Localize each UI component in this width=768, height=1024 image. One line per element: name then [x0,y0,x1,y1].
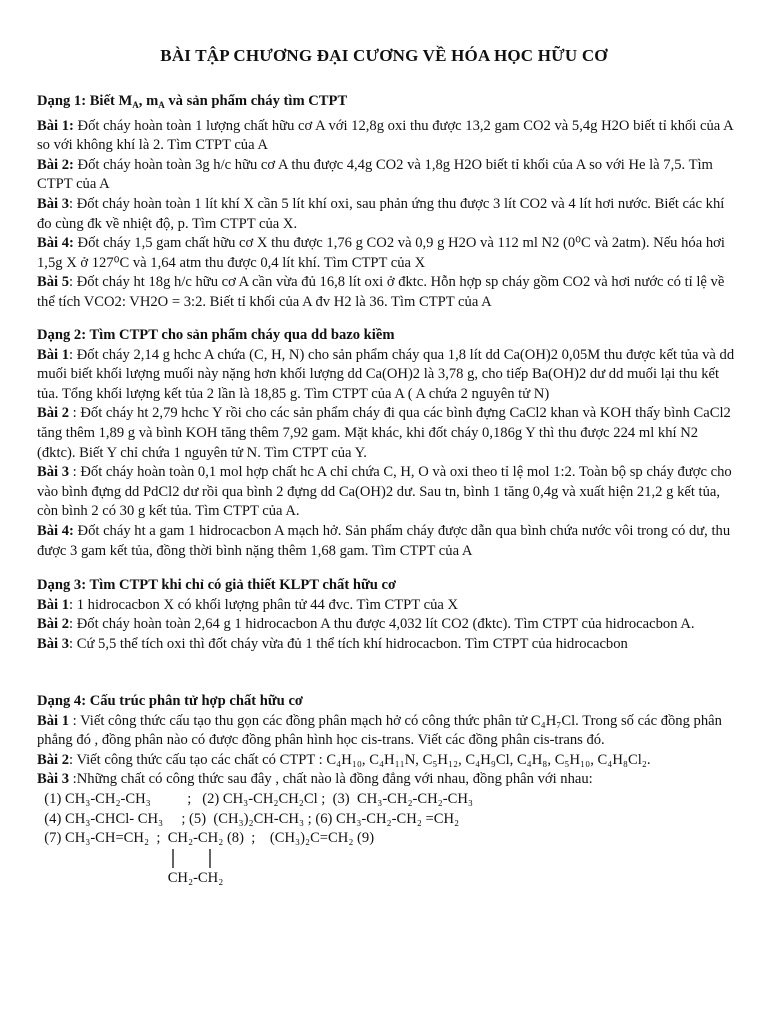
exercise-item: Bài 2: Viết công thức cấu tạo các chất có CTPT : C₄H₁₀, C₄H₁₁N, C₅H₁₂, C₄H₉Cl, C₄H₈, C₅H₁₀, C₄H₈Cl₂. [37,751,651,768]
exercise-item: Bài 2: Đốt cháy hoàn toàn 3g h/c hữu cơ A thu được 4,4g CO2 và 1,8g H2O biết tỉ khối của A so với He là 7,5. Tìm CTPT của A [37,156,713,193]
exercise-item: Bài 4: Đốt cháy ht a gam 1 hidrocacbon A mạch hở. Sản phẩm cháy được dẫn qua bình chứa nước vôi trong có dư, thu được 3 gam kết tủa, đồng thời bình nặng thêm 1,68 gam. Tìm CTPT của A [37,522,731,559]
exercise-item: Bài 3: Đốt cháy hoàn toàn 1 lít khí X cần 5 lít khí oxi, sau phản ứng thu được 3 lít CO2 và 4 lít hơi nước. Biết các khí đo cùng đk về nhiệt độ, p. Tìm CTPT của X. [37,195,725,232]
ring-bottom-formula: CH₂-CH₂ [167,870,224,887]
exercise-item: Bài 5: Đốt cháy ht 18g h/c hữu cơ A cần vừa đủ 16,8 lít oxi ở đktc. Hỗn hợp sp cháy gồm CO2 và hơi nước có tỉ lệ về thể tích VCO2: VH2O = 3:2. Biết tỉ khối của A đv H2 là 36. Tìm CTPT của A [37,274,725,310]
cyclobutane-formula: CH₂-CH₂ CH₂-CH₂ [168,829,224,849]
exercise-item: Bài 1: Đốt cháy hoàn toàn 1 lượng chất hữu cơ A với 12,8g oxi thu được 13,2 gam CO2 và 5,4g H2O biết tỉ khối của A so với không khí là 2. Tìm CTPT của A [37,117,733,154]
page-title: BÀI TẬP CHƯƠNG ĐẠI CƯƠNG VỀ HÓA HỌC HỮU CƠ [160,46,608,65]
section-dang-1 [37,92,737,313]
formula-line: (7) CH₃-CH=CH₂ ; CH₂-CH₂ CH₂-CH₂ (8) ; (CH₃)₂C=CH₂ (9) [37,829,737,849]
exercise-item: Bài 2: Đốt cháy hoàn toàn 2,64 g 1 hidrocacbon A thu được 4,032 lít CO2 (đktc). Tìm CTPT của hidrocacbon A. [37,616,695,633]
section-heading: Dạng 2: Tìm CTPT cho sản phẩm cháy qua dd bazo kiềm [37,327,395,343]
section-heading: Dạng 4: Cấu trúc phân tử hợp chất hữu cơ [37,693,304,709]
section-dang-3 [37,576,737,654]
section-heading: Dạng 1: Biết $M_A$, $m_A$ và sản phẩm cháy tìm CTPT [37,93,348,110]
section-dang-2 [37,326,737,561]
ring-bond-lines [172,848,216,870]
formula-line: (1) CH₃-CH₂-CH₃ ; (2) CH₃-CH₂CH₂Cl ; (3) CH₃-CH₂-CH₂-CH₃ [37,790,473,807]
exercise-item: Bài 3 : Đốt cháy hoàn toàn 0,1 mol hợp chất hc A chỉ chứa C, H, O và oxi theo tỉ lệ mol 1:2. Toàn bộ sp cháy được cho vào bình đựng dd PdCl2 dư rồi qua bình 2 đựng dd Ca(OH)2 dư. Sau tn, bình 1 tăng 0,4g và xuất hiện 21,2 g kết tủa, còn bình 2 có 30 g kết tủa. Tìm CTPT của A. [37,464,732,520]
exercise-item: Bài 4: Đốt cháy 1,5 gam chất hữu cơ X thu được 1,76 g CO2 và 0,9 g H2O và 112 ml N2 (0⁰C và 2atm). Nếu hóa hơi 1,5g X ở 127⁰C và 1,64 atm thu được 0,4 lít khí. Tìm CTPT của X [37,235,725,271]
exercise-item: Bài 3 :Những chất có công thức sau đây , chất nào là đồng đẳng với nhau, đồng phân với nhau: [37,771,593,788]
exercise-item: Bài 3: Cứ 5,5 thể tích oxi thì đốt cháy vừa đủ 1 thể tích khí hidrocacbon. Tìm CTPT của hidrocacbon [37,635,628,652]
section-heading: Dạng 3: Tìm CTPT khi chỉ có giả thiết KLPT chất hữu cơ [37,577,397,593]
section-dang-4 [37,692,737,887]
exercise-item: Bài 1: Đốt cháy 2,14 g hchc A chứa (C, H, N) cho sản phẩm cháy qua 1,8 lít dd Ca(OH)2 0,05M thu được kết tủa và dd muối biết khối lượng muối này nặng hơn khối lượng dd Ca(OH)2 là 3,78 g, cho tiếp Ba(OH)2 dư dd muối lại thu kết tủa. Tổng khối lượng kết tủa 2 lần là 18,85 g. Tìm CTPT của A ( A chứa 2 nguyên tử N) [37,346,735,402]
exercise-item: Bài 1: 1 hidrocacbon X có khối lượng phân tử 44 đvc. Tìm CTPT của X [37,596,459,613]
formula-line: (4) CH₃-CHCl- CH₃ ; (5) (CH₃)₂CH-CH₃ ; (6) CH₃-CH₂-CH₂ =CH₂ [37,810,460,827]
exercise-item: Bài 2 : Đốt cháy ht 2,79 hchc Y rồi cho các sản phẩm cháy đi qua các bình đựng CaCl2 khan và KOH thấy bình CaCl2 tăng thêm 1,89 g và bình KOH tăng thêm 7,92 gam. Mặt khác, khi đốt cháy 0,186g Y thì thu được 224 ml khí N2 (đktc). Biết Y chỉ chứa 1 nguyên tử N. Tìm CTPT của Y. [37,405,731,461]
exercise-item: Bài 1 : Viết công thức cấu tạo thu gọn các đồng phân mạch hở có công thức phân tử C₄H₇Cl. Trong số các đồng phân phẳng đó , đồng phân nào có được đồng phân hình học cis-trans. Viết các đồng phân cis-trans đó. [37,712,722,749]
